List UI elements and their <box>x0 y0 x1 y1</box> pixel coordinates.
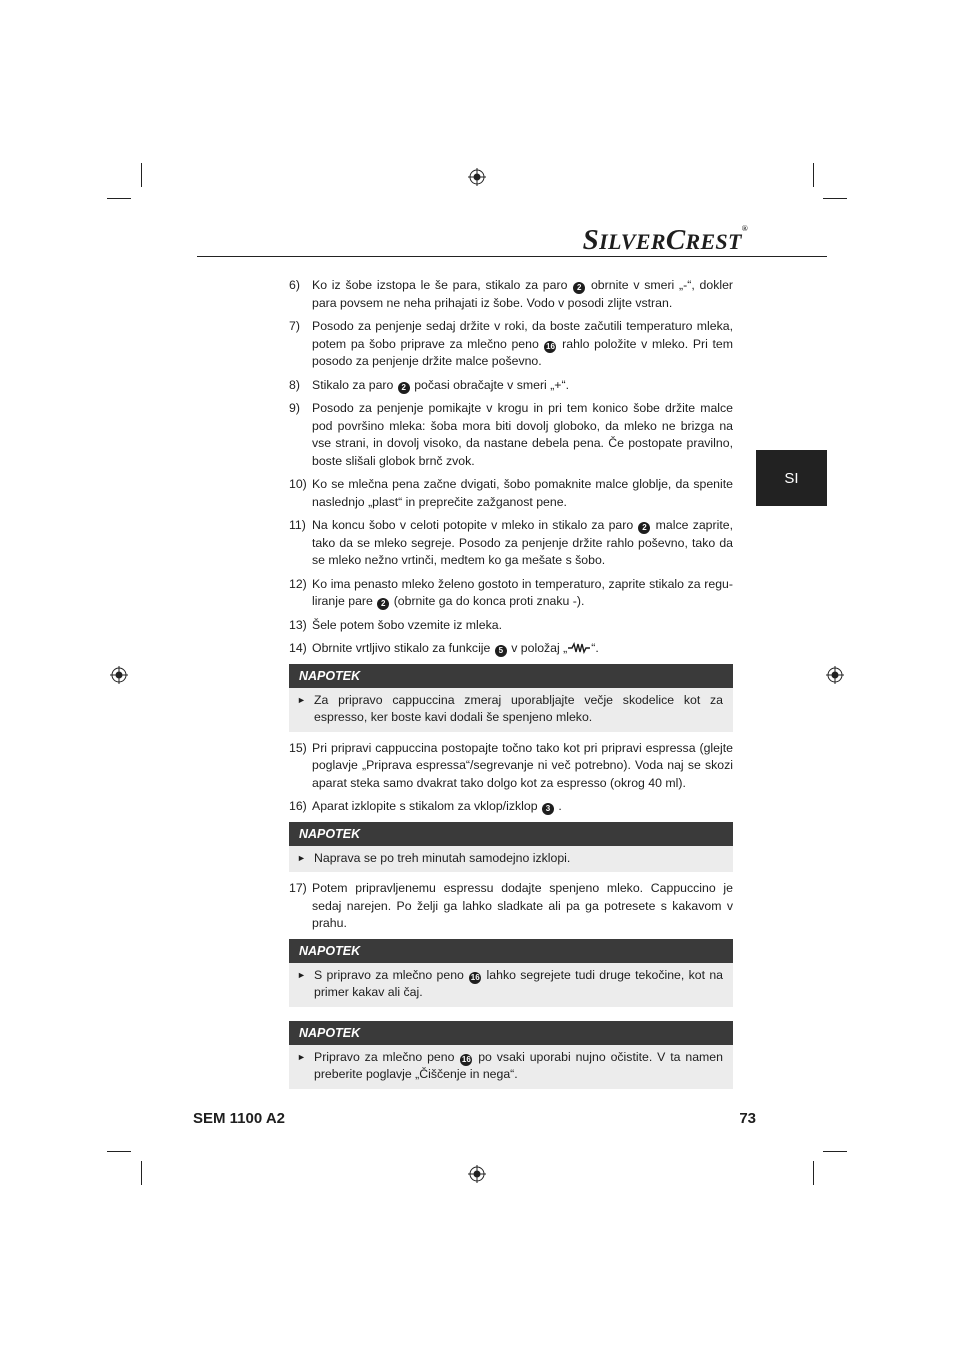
reference-number-icon: 2 <box>638 522 650 534</box>
note-box <box>289 664 733 732</box>
reference-number-icon: 16 <box>470 972 480 982</box>
registration-mark-icon <box>468 168 486 186</box>
note-body: ► Naprava se po treh minutah samodejno izklopi. <box>289 846 733 873</box>
note-body: ► S pripravo za mlečno peno 16 lahko segrejete tudi druge tekočine, kot na primer kakav ali čaj. <box>289 963 733 1007</box>
reference-number-icon: 16 <box>461 1054 471 1064</box>
crop-mark <box>813 163 814 187</box>
model-number: SEM 1100 A2 <box>193 1110 285 1127</box>
crop-mark <box>141 1161 142 1185</box>
reference-number-icon: 2 <box>398 382 410 394</box>
step-item: 17) Potem pripravljenemu espressu dodajte spenjeno mleko. Cappuccino je sedaj narejen. Po želji ga lahko sladkate ali pa ga potresete s kakavom v prahu. <box>289 881 733 930</box>
note-body: ► Za pripravo cappuccina zmeraj uporabljajte večje skodelice kot za espresso, ker boste kavi dodali še spenjeno mleko. <box>289 688 733 732</box>
note-box <box>289 822 733 873</box>
language-tab: SI <box>756 450 827 506</box>
note-box <box>289 939 733 1007</box>
step-item: 9) Posodo za penjenje pomikajte v krogu in pri tem konico šobe držite malce pod površino mleka: šoba mora biti dovolj globoko, da mleko ne brizga na vse strani, in dovolj visoko, da nastane debela pena. Če postopate pravilno, boste slišali globok brnč zvok. <box>289 401 733 468</box>
note-box <box>289 1021 733 1089</box>
arrow-right-icon: ► <box>297 852 306 863</box>
reference-number-icon: 16 <box>546 341 555 351</box>
arrow-right-icon: ► <box>297 969 306 980</box>
header-divider <box>197 256 827 257</box>
note-heading: NAPOTEK <box>289 1021 733 1045</box>
brand-logo: SILVERCREST® <box>582 224 748 256</box>
crop-mark <box>107 1151 131 1152</box>
page-number: 73 <box>739 1110 756 1127</box>
step-item: 14) Obrnite vrtljivo stikalo za funkcije 5 v položaj „ “. <box>289 641 599 655</box>
step-item: 10) Ko se mlečna pena začne dvigati, šobo pomaknite malce globlje, da spenite naslednjo „plast“ in preprečite zažganost pene. <box>289 477 733 509</box>
crop-mark <box>141 163 142 187</box>
steam-wave-icon <box>567 642 591 654</box>
step-item: 12) Ko ima penasto mleko želeno gostoto in temperaturo, zaprite stikalo za regu-liranje pare 2 (obrnite ga do konca proti znaku -). <box>289 576 733 608</box>
crop-mark <box>823 198 847 199</box>
registration-mark-icon <box>468 1165 486 1183</box>
crop-mark <box>813 1161 814 1185</box>
step-item: 15) Pri pripravi cappuccina postopajte točno tako kot pri pripravi espressa (glejte poglavje „Priprava espressa“/segrevanje ni več potrebno). Voda naj se skozi aparat steka samo dvakrat tako dolgo kot za espresso (okrog 40 ml). <box>289 740 733 790</box>
steps-list <box>289 740 733 816</box>
reference-number-icon: 5 <box>495 645 507 657</box>
instructions-content <box>289 277 733 1097</box>
arrow-right-icon: ► <box>297 1051 306 1062</box>
note-heading: NAPOTEK <box>289 664 733 688</box>
note-heading: NAPOTEK <box>289 822 733 846</box>
registration-mark-icon <box>826 666 844 684</box>
arrow-right-icon: ► <box>297 694 306 705</box>
reference-number-icon: 2 <box>377 598 389 610</box>
note-body: ► Pripravo za mlečno peno 16 po vsaki uporabi nujno očistite. V ta namen preberite poglavje „Čiščenje in nega“. <box>289 1045 733 1089</box>
registration-mark-icon <box>110 666 128 684</box>
crop-mark <box>107 198 131 199</box>
crop-mark <box>823 1151 847 1152</box>
steps-list <box>289 277 733 634</box>
reference-number-icon: 2 <box>573 282 585 294</box>
note-heading: NAPOTEK <box>289 939 733 963</box>
step-item: 6) Ko iz šobe izstopa le še para, stikalo za paro 2 obrnite v smeri „-“, dokler para povsem ne neha prihajati iz šobe. Vodo v posodi zlijte vstran. <box>289 278 734 310</box>
step-item: 11) Na koncu šobo v celoti potopite v mleko in stikalo za paro 2 malce zaprite, tako da se mleko segreje. Posodo za penjenje držite rahlo poševno, tako da se mleko nežno vrtinči, medtem ko ga mešate s šobo. <box>289 518 734 567</box>
step-item: 8) Stikalo za paro 2 počasi obračajte v smeri „+“. <box>289 377 569 392</box>
step-item: 7) Posodo za penjenje sedaj držite v roki, da boste začutili temperaturo mleka, potem pa šobo priprave za mlečno peno 16 rahlo položite v mleko. Pri tem posodo za penjenje držite malce poševno. <box>289 319 733 368</box>
step-item: 16) Aparat izklopite s stikalom za vklop/izklop 3 . <box>289 799 562 813</box>
step-item: 13) Šele potem šobo vzemite iz mleka. <box>289 617 503 632</box>
reference-number-icon: 3 <box>542 803 554 815</box>
